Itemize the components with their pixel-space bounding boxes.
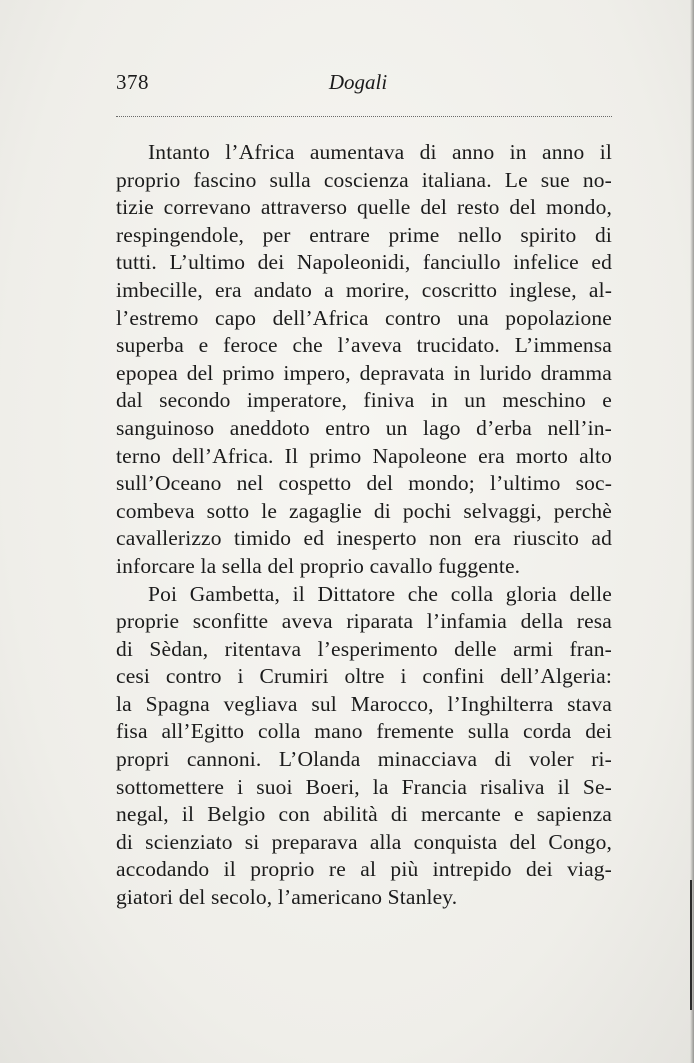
- text-line: proprio fascino sulla coscienza italiana. Le sue no-: [116, 167, 612, 192]
- text-line: di Sèdan, ritentava l’esperimento delle armi fran-: [116, 636, 612, 661]
- text-line: inforcare la sella del proprio cavallo fuggente.: [116, 553, 521, 578]
- running-title: Dogali: [328, 70, 388, 94]
- text-line: cesi contro i Crumiri oltre i confini dell’Algeria:: [116, 664, 612, 689]
- binding-edge-mark: [690, 880, 692, 1010]
- text-line: superba e feroce che l’aveva trucidato. L’immensa: [116, 333, 612, 358]
- text-line: accodando il proprio re al più intrepido dei viag-: [116, 857, 612, 882]
- body-text: [116, 139, 612, 912]
- page-number: 378: [116, 70, 149, 94]
- text-line: la Spagna vegliava sul Marocco, l’Inghilterra stava: [116, 691, 612, 716]
- header-rule: [116, 116, 612, 117]
- text-line: terno dell’Africa. Il primo Napoleone era morto alto: [116, 443, 612, 468]
- text-line: giatori del secolo, l’americano Stanley.: [116, 885, 458, 910]
- text-line: respingendole, per entrare prime nello spirito di: [116, 222, 612, 247]
- text-line: proprie sconfitte aveva riparata l’infamia della resa: [116, 609, 612, 634]
- text-line: sull’Oceano nel cospetto del mondo; l’ultimo soc-: [116, 471, 612, 496]
- text-line: tutti. L’ultimo dei Napoleonidi, fanciullo infelice ed: [116, 250, 612, 275]
- text-line: dal secondo imperatore, finiva in un meschino e: [116, 388, 612, 413]
- text-line: Intanto l’Africa aumentava di anno in anno il: [148, 140, 612, 164]
- text-line: tizie correvano attraverso quelle del resto del mondo,: [116, 195, 612, 220]
- text-line: fisa all’Egitto colla mano fremente sulla corda dei: [116, 719, 612, 744]
- text-line: l’estremo capo dell’Africa contro una popolazione: [116, 305, 612, 330]
- text-line: propri cannoni. L’Olanda minacciava di voler ri-: [116, 747, 612, 772]
- text-line: sottomettere i suoi Boeri, la Francia risaliva il Se-: [116, 774, 612, 799]
- text-line: Poi Gambetta, il Dittatore che colla gloria delle: [148, 581, 612, 606]
- text-line: epopea del primo impero, depravata in lurido dramma: [116, 360, 612, 385]
- text-line: negal, il Belgio con abilità di mercante e sapienza: [116, 802, 612, 827]
- text-line: combeva sotto le zagaglie di pochi selvaggi, perchè: [116, 498, 612, 523]
- text-line: cavallerizzo timido ed inesperto non era riuscito ad: [116, 526, 612, 551]
- text-line: sanguinoso aneddoto entro un lago d’erba nell’in-: [116, 415, 612, 440]
- text-line: di scienziato si preparava alla conquista del Congo,: [116, 829, 612, 854]
- text-line: imbecille, era andato a morire, coscritto inglese, al-: [116, 277, 612, 302]
